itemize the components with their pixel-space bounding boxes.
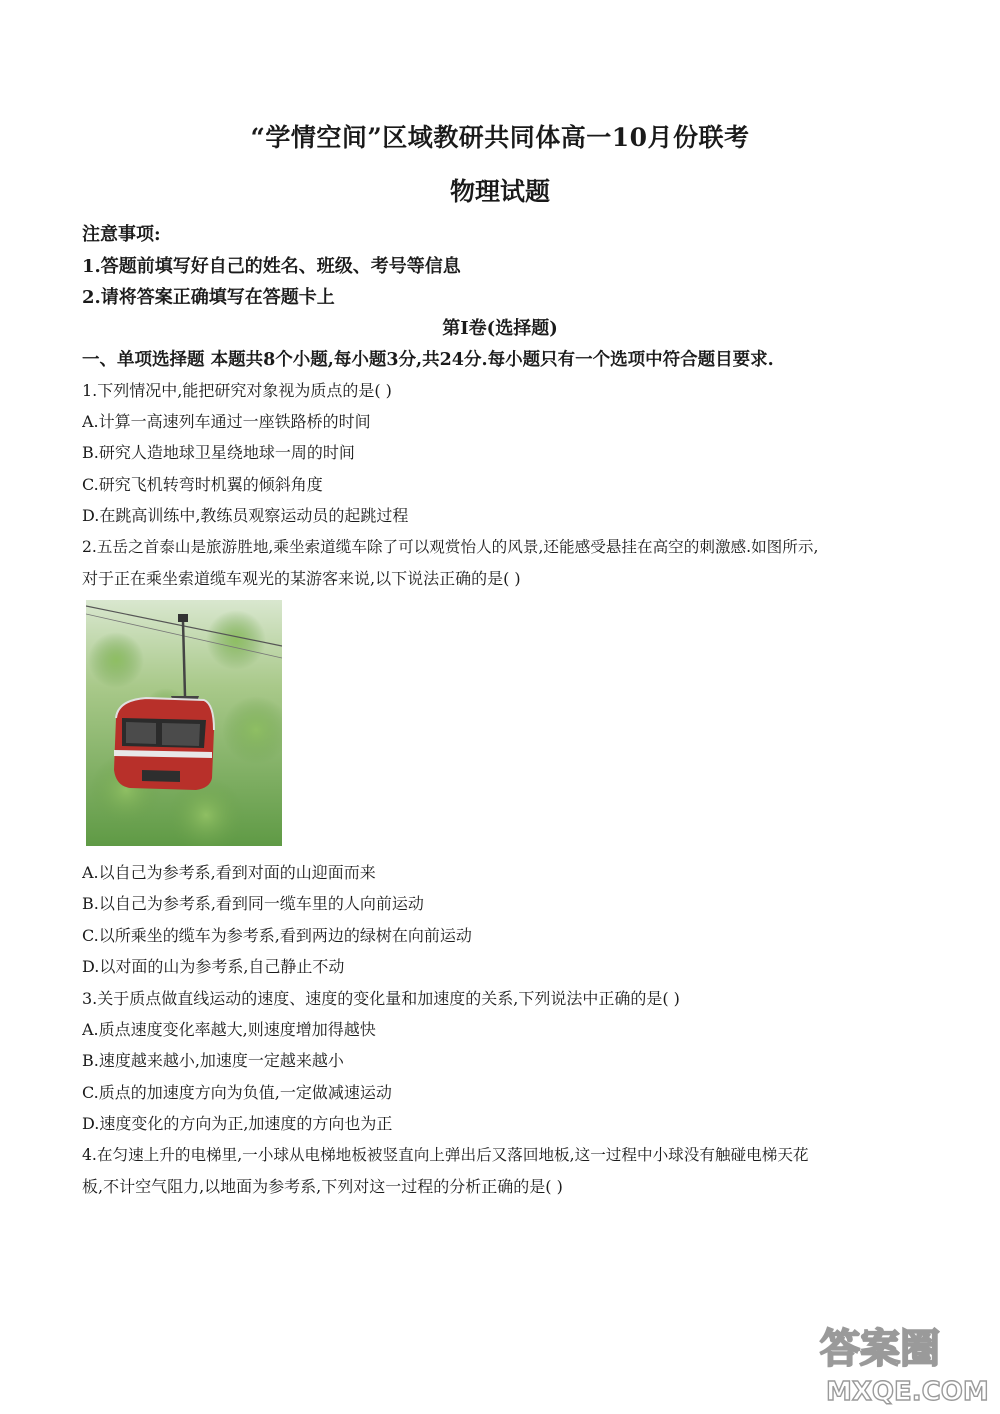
notice-item: 2.请将答案正确填写在答题卡上 [82, 287, 335, 308]
question-4-stem-line-2: 板,不计空气阻力,以地面为参考系,下列对这一过程的分析正确的是( ) [82, 1177, 563, 1196]
question-2-option-b: B.以自己为参考系,看到同一缆车里的人向前运动 [82, 894, 424, 913]
watermark-logo-text: 答案圈 [820, 1326, 940, 1372]
question-2-stem-line-2: 对于正在乘坐索道缆车观光的某游客来说,以下说法正确的是( ) [82, 569, 521, 588]
question-1-option-a: A.计算一高速列车通过一座铁路桥的时间 [82, 412, 371, 431]
exam-title: “学情空间”区域教研共同体高一10月份联考 [250, 123, 750, 152]
question-3-stem: 3.关于质点做直线运动的速度、速度的变化量和加速度的关系,下列说法中正确的是( ) [82, 989, 680, 1008]
question-1-option-b: B.研究人造地球卫星绕地球一周的时间 [82, 443, 355, 462]
question-1-stem: 1.下列情况中,能把研究对象视为质点的是( ) [82, 381, 392, 400]
question-3-option-a: A.质点速度变化率越大,则速度增加得越快 [82, 1020, 376, 1039]
watermark-site-text: MXQE.COM [826, 1377, 989, 1407]
question-1-option-c: C.研究飞机转弯时机翼的倾斜角度 [82, 475, 323, 494]
cable-car-illustration [86, 600, 282, 846]
cable-car-photo [86, 600, 282, 846]
notice-item: 1.答题前填写好自己的姓名、班级、考号等信息 [82, 256, 461, 277]
question-2-option-d: D.以对面的山为参考系,自己静止不动 [82, 957, 345, 976]
section-heading: 一、单项选择题 本题共8个小题,每小题3分,共24分.每小题只有一个选项中符合题目要求. [82, 350, 774, 370]
watermark-logo [812, 1312, 992, 1408]
question-1-option-d: D.在跳高训练中,教练员观察运动员的起跳过程 [82, 506, 409, 525]
question-2-option-c: C.以所乘坐的缆车为参考系,看到两边的绿树在向前运动 [82, 926, 472, 945]
exam-subject: 物理试题 [449, 177, 550, 206]
question-3-option-d: D.速度变化的方向为正,加速度的方向也为正 [82, 1114, 393, 1133]
question-3-option-c: C.质点的加速度方向为负值,一定做减速运动 [82, 1083, 392, 1102]
part-title: 第I卷(选择题) [442, 318, 558, 339]
question-4-stem-line-1: 4.在匀速上升的电梯里,一小球从电梯地板被竖直向上弹出后又落回地板,这一过程中小球没有触碰电梯天花 [82, 1146, 809, 1164]
notice-heading: 注意事项: [82, 224, 161, 245]
question-2-option-a: A.以自己为参考系,看到对面的山迎面而来 [82, 863, 376, 882]
question-3-option-b: B.速度越来越小,加速度一定越来越小 [82, 1051, 344, 1070]
question-2-stem-line-1: 2.五岳之首泰山是旅游胜地,乘坐索道缆车除了可以观赏怡人的风景,还能感受悬挂在高空的刺激感.如图所示, [82, 538, 819, 556]
